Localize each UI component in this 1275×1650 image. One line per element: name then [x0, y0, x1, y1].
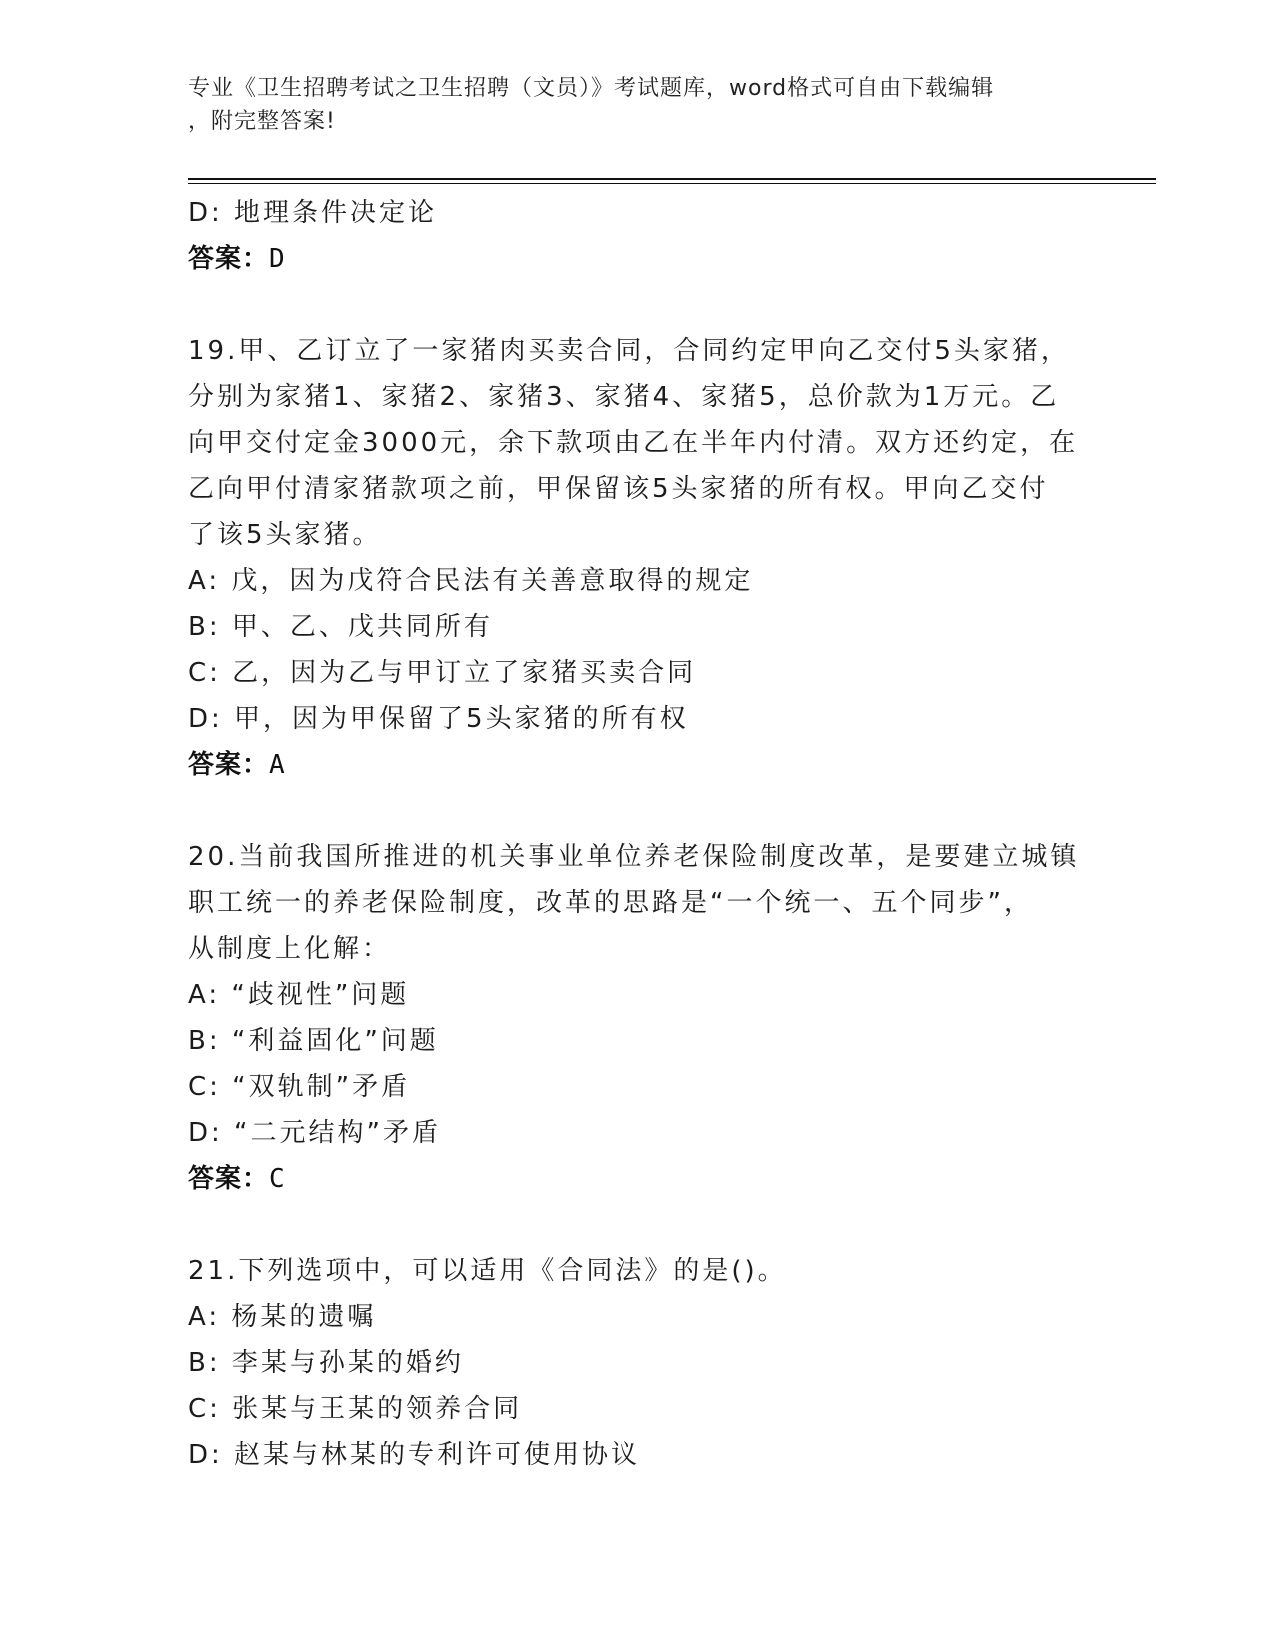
answer-line: [188, 1156, 1088, 1202]
option-b: B: “利益固化”问题: [188, 1026, 439, 1056]
option-b: B: 李某与孙某的婚约: [188, 1348, 464, 1378]
question-21: [188, 1248, 1088, 1478]
question-stem-line: 职工统一的养老保险制度，改革的思路是“一个统一、五个同步”，: [188, 888, 1033, 918]
question-stem-line: 乙向甲付清家猪款项之前，甲保留该5头家猪的所有权。甲向乙交付: [188, 474, 1049, 504]
spacer: [188, 282, 1088, 328]
question-stem-line: 向甲交付定金3000元，余下款项由乙在半年内付清。双方还约定，在: [188, 428, 1079, 458]
option-a: A: 戊，因为戊符合民法有关善意取得的规定: [188, 566, 754, 596]
option-c: C: 乙，因为乙与甲订立了家猪买卖合同: [188, 658, 697, 688]
question-stem-line: 分别为家猪1、家猪2、家猪3、家猪4、家猪5，总价款为1万元。乙: [188, 382, 1060, 412]
answer-value: A: [269, 750, 286, 780]
answer-line: [188, 742, 1088, 788]
header-line-2: ，附完整答案!: [188, 109, 336, 134]
answer-label: 答案：: [188, 750, 270, 780]
question-content: [188, 190, 1088, 1478]
spacer: [188, 788, 1088, 834]
option-b: B: 甲、乙、戊共同所有: [188, 612, 493, 642]
option-d: D: 地理条件决定论: [188, 198, 438, 228]
option-d: D: “二元结构”矛盾: [188, 1118, 441, 1148]
page-header: [188, 72, 1068, 138]
answer-label: 答案：: [188, 244, 270, 274]
answer-value: D: [269, 244, 286, 274]
question-19: [188, 328, 1088, 788]
option-a: A: “歧视性”问题: [188, 980, 410, 1010]
question-stem-line: 21.下列选项中，可以适用《合同法》的是()。: [188, 1256, 787, 1286]
option-d: D: 甲，因为甲保留了5头家猪的所有权: [188, 704, 689, 734]
option-d: D: 赵某与林某的专利许可使用协议: [188, 1440, 641, 1470]
question-stem-line: 了该5头家猪。: [188, 520, 382, 550]
answer-label: 答案：: [188, 1164, 270, 1194]
question-stem-line: 19.甲、乙订立了一家猪肉买卖合同，合同约定甲向乙交付5头家猪，: [188, 336, 1070, 366]
header-divider-thick: [188, 178, 1156, 180]
option-c: C: “双轨制”矛盾: [188, 1072, 411, 1102]
option-a: A: 杨某的遗嘱: [188, 1302, 377, 1332]
prev-question-tail: [188, 190, 1088, 282]
header-divider-thin: [188, 183, 1156, 184]
answer-line: [188, 236, 1088, 282]
question-stem-line: 20.当前我国所推进的机关事业单位养老保险制度改革，是要建立城镇: [188, 842, 1080, 872]
question-stem-line: 从制度上化解：: [188, 934, 392, 964]
header-line-1: 专业《卫生招聘考试之卫生招聘（文员）》考试题库，word格式可自由下载编辑: [188, 76, 995, 101]
spacer: [188, 1202, 1088, 1248]
option-c: C: 张某与王某的领养合同: [188, 1394, 523, 1424]
question-20: [188, 834, 1088, 1202]
answer-value: C: [269, 1164, 286, 1194]
